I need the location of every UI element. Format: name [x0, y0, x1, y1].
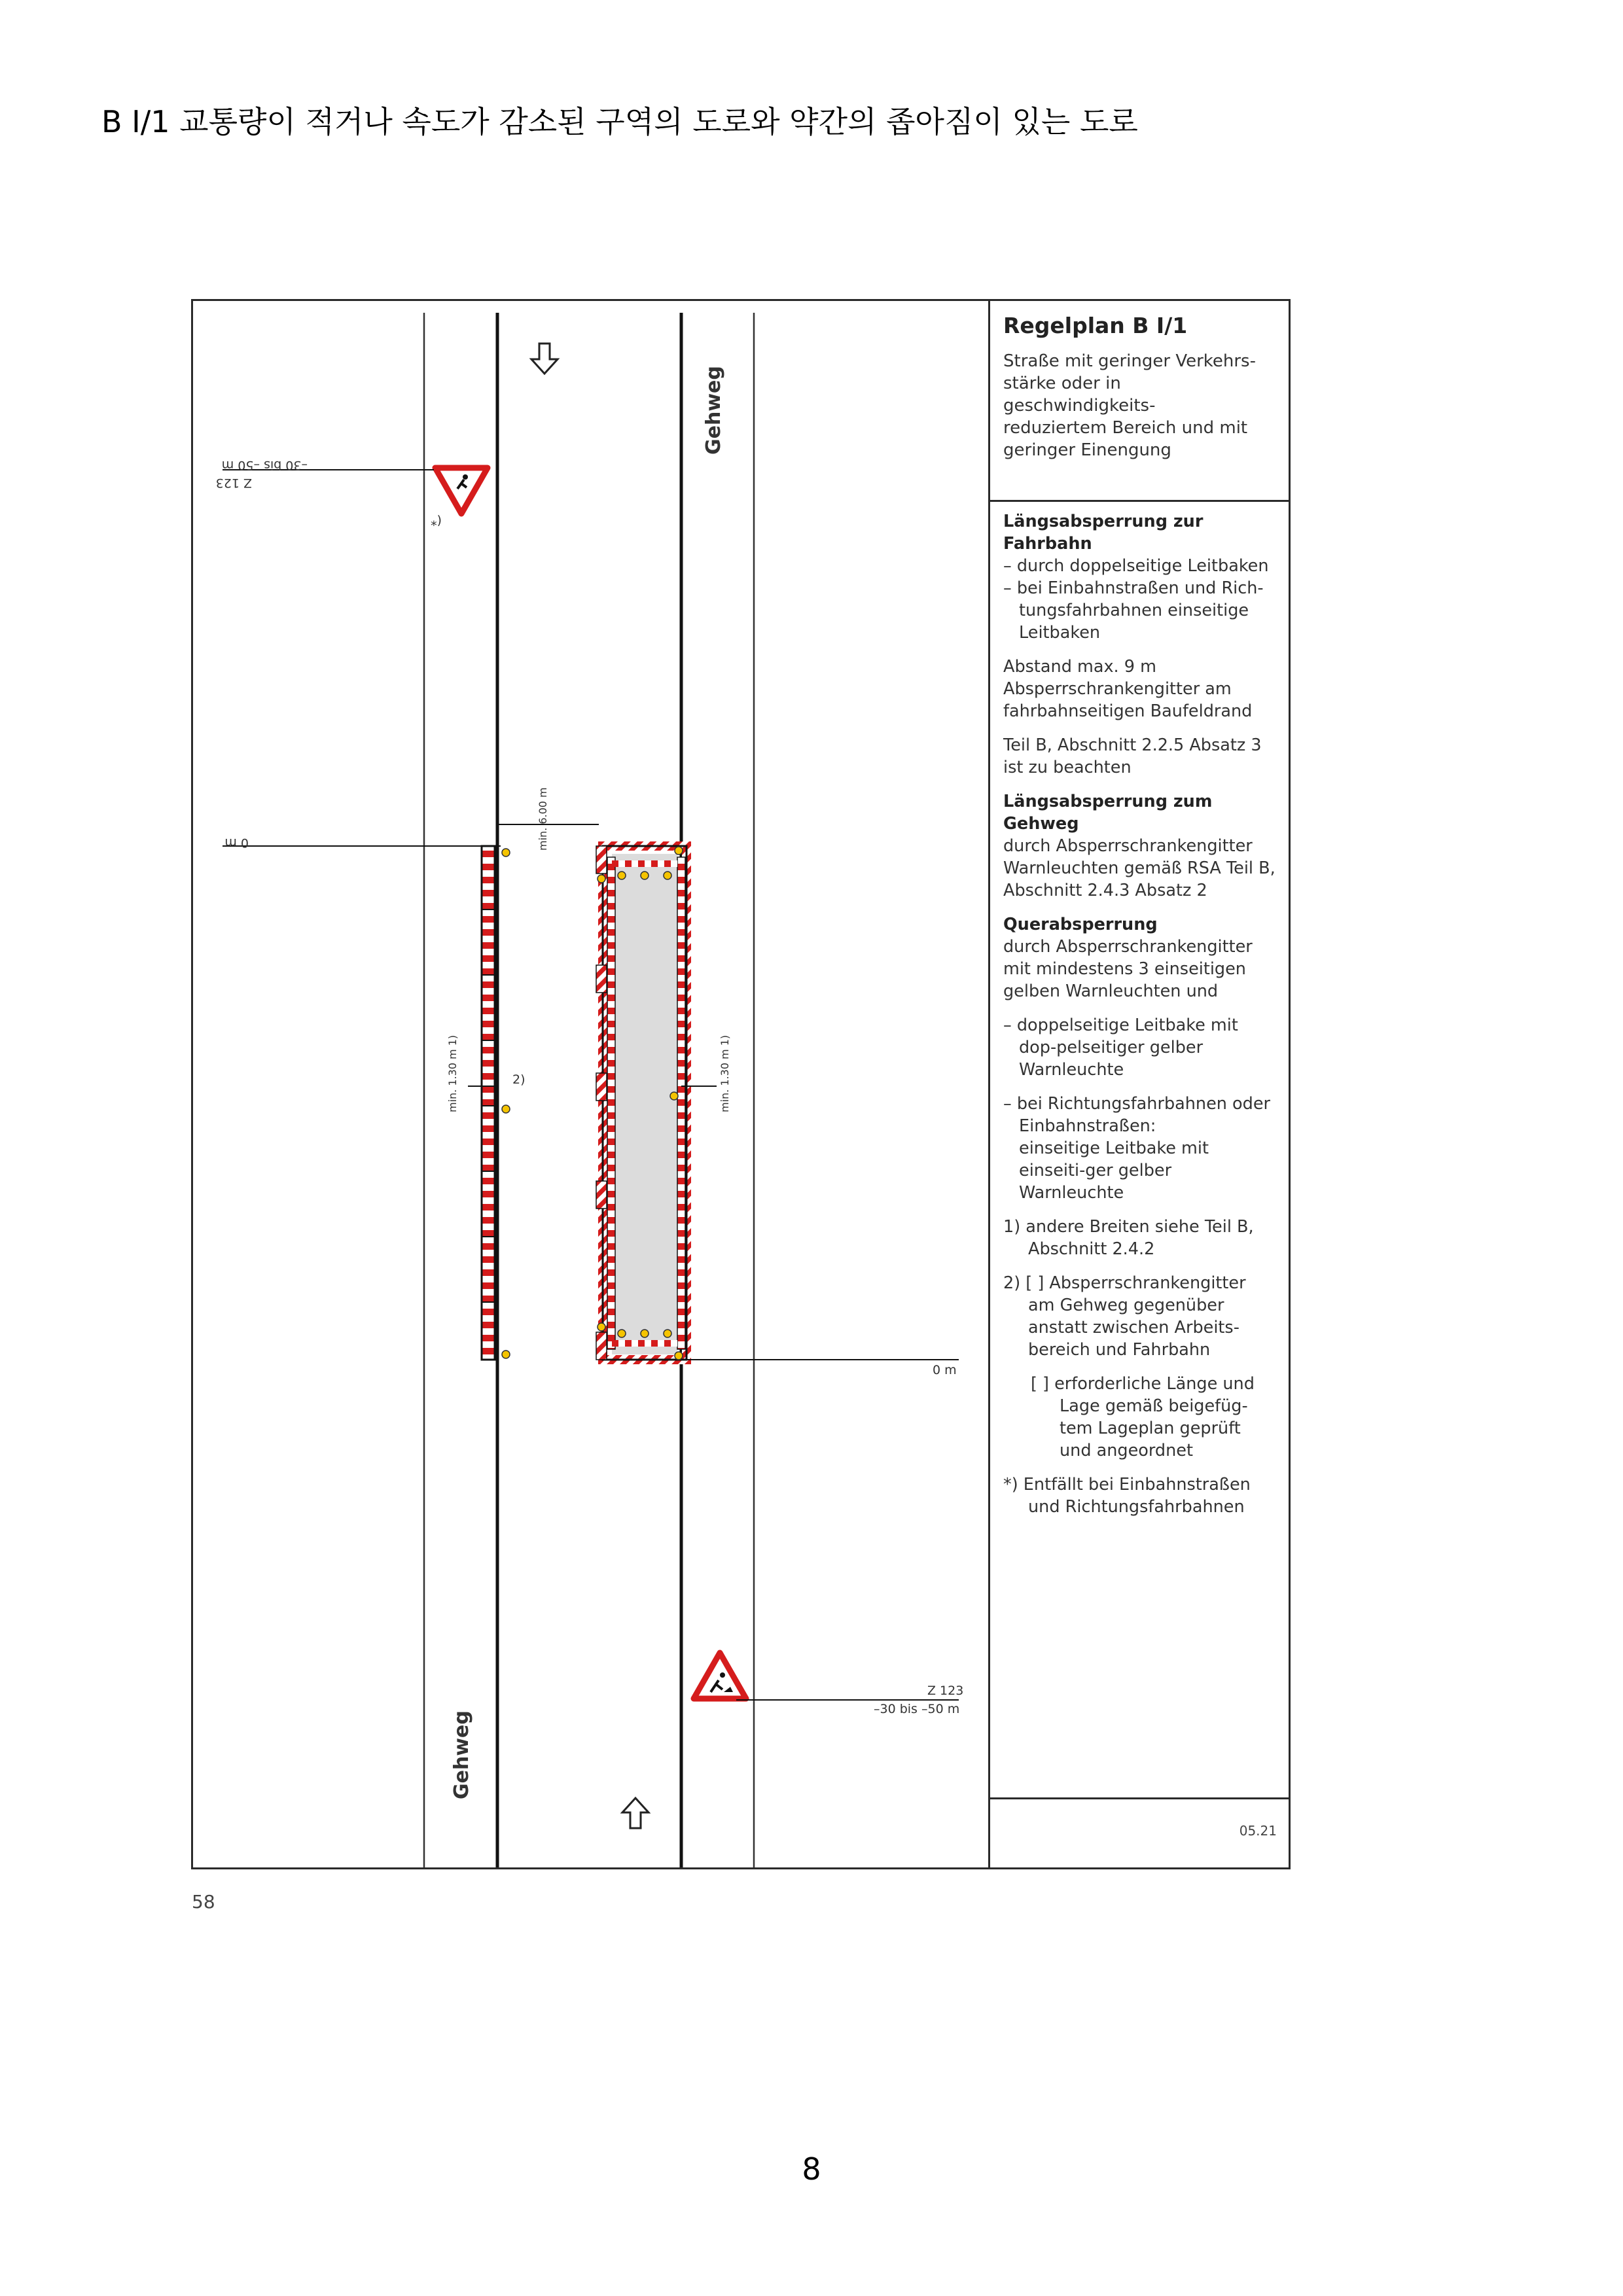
zero-label-upper: 0 m [224, 836, 249, 850]
footnote-star: *) Entfällt bei Einbahnstraßen und Richtungsfahrbahnen [1003, 1475, 1251, 1517]
page-title: B I/1 교통량이 적거나 속도가 감소된 구역의 도로와 약간의 좁아짐이 있는 도로 [101, 104, 1138, 139]
section-heading: Längsabsperrung zur Fahrbahn [1003, 512, 1204, 554]
traffic-side-barrier [607, 857, 615, 1349]
arrow-up-icon [622, 1798, 649, 1828]
section-cross-barrier: Querabsperrung durch Absperrschrankengitter mit mindestens 3 einseitigen gelben Warnleuchten und [1003, 913, 1275, 1002]
panel-footer [990, 1797, 1289, 1867]
inner-page-number: 58 [192, 1891, 215, 1913]
footnote-2-label: 2) [512, 1072, 526, 1087]
footnote-1: 1) andere Breiten siehe Teil B, Abschnitt 2.4.2 [1003, 1217, 1254, 1259]
section-longitudinal-road: Längsabsperrung zur Fahrbahn – durch doppelseitige Leitbaken – bei Einbahnstraßen und Rich-tungsfahrbahnen einseitige Leitbaken [1003, 510, 1275, 644]
panel-subtitle: Straße mit geringer Verkehrs- stärke oder in geschwindigkeits- reduziertem Bereich und mit geringer Einengung [1003, 351, 1256, 460]
section-reference: Teil B, Abschnitt 2.2.5 Absatz 3 ist zu beachten [1003, 735, 1262, 777]
work-area [612, 854, 677, 1354]
warning-light-icon [502, 849, 510, 1358]
sign-code-label-upper: Z 123 [215, 476, 252, 490]
section-double-beacon: – doppelseitige Leitbake mit dop-pelseitiger gelber Warnleuchte [1003, 1016, 1238, 1080]
gehweg-label-right: Gehweg [702, 366, 725, 455]
gehweg-label-left: Gehweg [450, 1710, 473, 1799]
panel-title: Regelplan B I/1 [1003, 313, 1188, 338]
section-one-way: – bei Richtungsfahrbahnen oder Einbahnstraßen: einseitige Leitbake mit einseiti-ger gelber Warnleuchte [1003, 1094, 1270, 1203]
regelplan-frame [191, 299, 1291, 1869]
section-heading: Querabsperrung [1003, 915, 1158, 934]
footnote-2a: 2) [ ] Absperrschrankengitter am Gehweg gegenüber anstatt zwischen Arbeits-bereich und Fahrbahn [1003, 1273, 1246, 1360]
zero-label-lower: 0 m [933, 1363, 957, 1377]
cross-barrier-top [612, 860, 677, 867]
sign-code-label-lower: Z 123 [927, 1684, 964, 1698]
revision-date: 05.21 [1239, 1823, 1277, 1839]
sidewalk-side-barrier [677, 857, 685, 1349]
min-distance-label: min. 6.00 m [537, 787, 549, 851]
sidewalk-barrier-left [482, 846, 495, 1360]
star-footnote-mark: (* [431, 514, 442, 528]
section-heading: Längsabsperrung zum Gehweg [1003, 792, 1213, 834]
section-distance: Abstand max. 9 m Absperrschrankengitter am fahrbahnseitigen Baufeldrand [1003, 657, 1253, 721]
sign-distance-label-lower: –30 bis –50 m [874, 1702, 960, 1716]
min-width-label-right: min. 1.30 m 1) [719, 1034, 731, 1112]
arrow-down-icon [531, 344, 558, 374]
min-width-label-left: min. 1.30 m 1) [446, 1034, 459, 1112]
cross-barrier-bottom [612, 1340, 677, 1347]
page-number: 8 [802, 2151, 821, 2187]
traffic-plan-diagram [193, 301, 988, 1867]
panel-body [990, 510, 1289, 1530]
footnote-2b: [ ] erforderliche Länge und Lage gemäß beigefüg-tem Lageplan geprüft und angeordnet [1031, 1374, 1255, 1460]
sign-distance-label-upper: –30 bis –50 m [221, 458, 308, 472]
legend-panel [988, 301, 1289, 1867]
section-longitudinal-sidewalk: Längsabsperrung zum Gehweg durch Absperrschrankengitter Warnleuchten gemäß RSA Teil B, Abschnitt 2.4.3 Absatz 2 [1003, 792, 1275, 900]
roadworks-sign-upper-icon [435, 468, 488, 514]
panel-header [990, 301, 1289, 502]
roadworks-sign-lower-icon [694, 1653, 746, 1699]
